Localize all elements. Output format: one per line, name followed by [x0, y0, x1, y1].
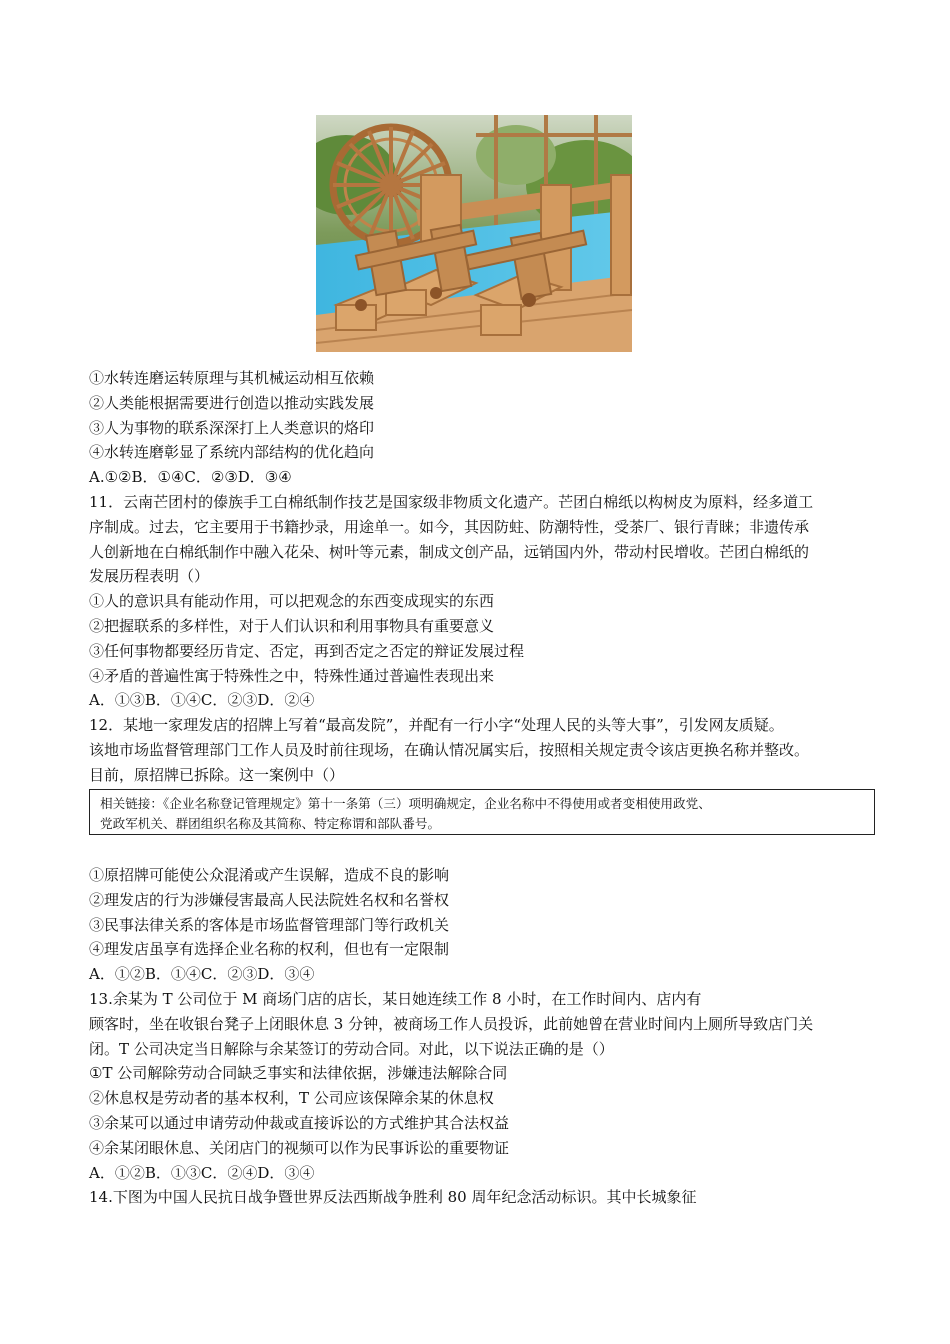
q13-stem-line-1: 13.余某为 T 公司位于 M 商场门店的店长，某日她连续工作 8 小时，在工作时间内、店内有: [89, 989, 702, 1008]
q12-13-14-block: [89, 863, 869, 1210]
q10-block: [89, 366, 869, 788]
q12-stem-line-3: 目前，原招牌已拆除。这一案例中（）: [89, 765, 345, 784]
q12-answer-choices: A．①②B．①④C．②③D．③④: [89, 965, 315, 984]
q13-answer-choices: A．①②B．①③C．②④D．③④: [89, 1163, 315, 1182]
q11-stem-line-2: 序制成。过去，它主要用于书籍抄录，用途单一。如今，其因防蛀、防潮特性，受茶厂、银行青睐；非遗传承: [89, 517, 810, 536]
q12-stem-line-1: 12．某地一家理发店的招牌上写着“最高发院”，并配有一行小字“处理人民的头等大事”，引发网友质疑。: [89, 716, 784, 735]
q13-option-3: ③余某可以通过申请劳动仲裁或直接诉讼的方式维护其合法权益: [89, 1113, 510, 1132]
q13-stem-line-3: 闭。T 公司决定当日解除与余某签订的劳动合同。对此，以下说法正确的是（）: [89, 1039, 614, 1058]
q12-option-2: ②理发店的行为涉嫌侵害最高人民法院姓名权和名誉权: [89, 890, 450, 909]
q10-option-1: ①水转连磨运转原理与其机械运动相互依赖: [89, 369, 375, 387]
q11-stem-line-3: 人创新地在白棉纸制作中融入花朵、树叶等元素，制成文创产品，远销国内外，带动村民增收。芒团白棉纸的: [89, 542, 810, 561]
q12-stem-line-2: 该地市场监督管理部门工作人员及时前往现场，在确认情况属实后，按照相关规定责令该店更换名称并整改。: [89, 740, 810, 759]
related-link-line-2: 党政军机关、群团组织名称及其简称、特定称谓和部队番号。: [100, 815, 441, 831]
q10-answer-choices: A.①②B．①④C．②③D．③④: [89, 468, 292, 487]
q11-stem-line-1: 11．云南芒团村的傣族手工白棉纸制作技艺是国家级非物质文化遗产。芒团白棉纸以构树皮为原料，经多道工: [89, 492, 814, 511]
q11-option-3: ③任何事物都要经历肯定、否定，再到否定之否定的辩证发展过程: [89, 641, 525, 660]
water-mill-photo: [316, 115, 632, 352]
q10-option-3: ③人为事物的联系深深打上人类意识的烙印: [89, 418, 375, 437]
q11-option-1: ①人的意识具有能动作用，可以把观念的东西变成现实的东西: [89, 592, 495, 611]
q11-option-2: ②把握联系的多样性，对于人们认识和利用事物具有重要意义: [89, 616, 495, 635]
q13-option-2: ②休息权是劳动者的基本权利，T 公司应该保障余某的休息权: [89, 1089, 494, 1108]
q13-stem-line-2: 顾客时，坐在收银台凳子上闭眼休息 3 分钟，被商场工作人员投诉，此前她曾在营业时间内上厕所导致店门关: [89, 1014, 814, 1033]
q10-option-4: ④水转连磨彰显了系统内部结构的优化趋向: [89, 443, 375, 462]
q12-option-1: ①原招牌可能使公众混淆或产生误解，造成不良的影响: [89, 866, 450, 884]
q12-option-3: ③民事法律关系的客体是市场监督管理部门等行政机关: [89, 915, 450, 934]
q10-option-2: ②人类能根据需要进行创造以推动实践发展: [89, 393, 375, 412]
related-link-line-1: 相关链接：《企业名称登记管理规定》第十一条第（三）项明确规定，企业名称中不得使用或者变相使用政党、: [100, 796, 711, 811]
q11-option-4: ④矛盾的普遍性寓于特殊性之中，特殊性通过普遍性表现出来: [89, 666, 495, 685]
q12-option-4: ④理发店虽享有选择企业名称的权利，但也有一定限制: [89, 940, 450, 959]
q14-stem-line-1: 14.下图为中国人民抗日战争暨世界反法西斯战争胜利 80 周年纪念活动标识。其中长城象征: [89, 1188, 697, 1207]
related-link-box: [89, 789, 875, 835]
q11-answer-choices: A．①③B．①④C．②③D．②④: [89, 691, 315, 710]
q13-option-1: ①T 公司解除劳动合同缺乏事实和法律依据，涉嫌违法解除合同: [89, 1064, 508, 1083]
q13-option-4: ④余某闭眼休息、关闭店门的视频可以作为民事诉讼的重要物证: [89, 1138, 510, 1157]
q11-stem-line-4: 发展历程表明（）: [89, 567, 210, 586]
